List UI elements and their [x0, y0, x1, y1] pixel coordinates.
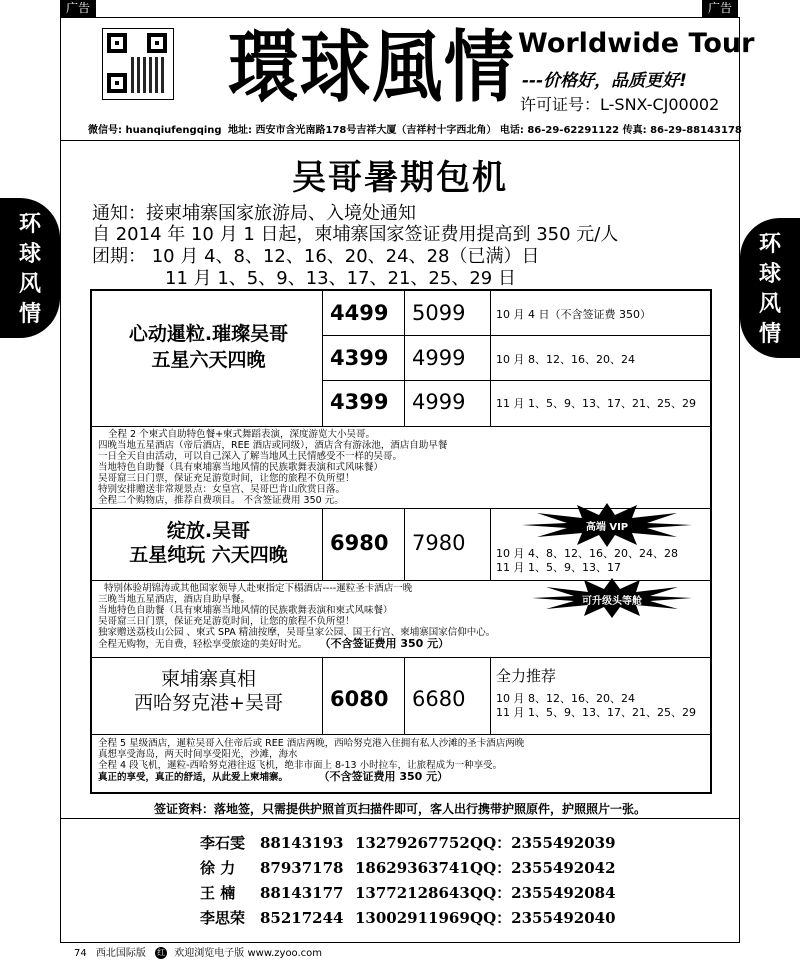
- package-3-name: 柬埔寨真相 西哈努克港+吴哥: [134, 668, 283, 714]
- header-divider: [60, 140, 740, 141]
- address-line: 地址: 西安市含光南路178号吉祥大厦（吉祥村十字西北角） 电话: 86-29-62291122 传真: 86-29-88143178: [228, 125, 742, 136]
- contact-list: [200, 832, 616, 932]
- package-3-price: 6080: [330, 687, 389, 711]
- contact-row: 李思荣 85217244 13002911969QQ：2355492040: [200, 909, 616, 927]
- package-1-dates-row-2: 10 月 8、12、16、20、24: [496, 353, 635, 366]
- package-3-price2: 6680: [412, 687, 466, 711]
- package-2-name: 绽放.吴哥 五星纯玩 六天四晚: [129, 520, 288, 566]
- package-2-price: 6980: [330, 531, 389, 555]
- contact-row: 王 楠 88143177 13772128643QQ：2355492084: [200, 884, 616, 902]
- package-1-price-row-3: 4399: [330, 390, 389, 414]
- vip-badge: 高端 VIP: [585, 522, 629, 533]
- package-3-details: 全程 5 星级酒店，暹粒吴哥入住帝后或 REE 酒店两晚，西哈努克港入住拥有私人沙滩的圣卡酒店两晚 真想享受海岛，两天时间享受阳光，沙滩，海水 全程 4 段飞机，暹粒-西哈努克港往返飞机，绝非市面上 8-13 小时拉车，让旅程成为一种享受。 真正的享受，真正的舒适，从此爱上柬埔寨。 （不含签证费用 350 元）: [98, 738, 525, 783]
- license-number: 许可证号：L-SNX-CJ00002: [520, 95, 720, 114]
- side-tab-left: 环 球 风 情: [0, 198, 60, 338]
- package-3-dates-line-2: 11 月 1、5、9、13、17、21、25、29: [496, 706, 696, 719]
- brand-logo-text: 環球風情: [228, 22, 517, 113]
- contact-row: 徐 力 87937178 18629363741QQ：2355492042: [200, 859, 616, 877]
- package-1-price-row-1: 4499: [330, 301, 389, 325]
- package-1-dates-row-1: 10 月 4 日（不含签证费 350）: [496, 308, 651, 321]
- page-number: 74: [74, 948, 87, 959]
- package-2-dates-line-1: 10 月 4、8、12、16、20、24、28: [496, 547, 678, 560]
- ad-label-left: 广告: [60, 0, 96, 17]
- visa-info: 签证资料：落地签，只需提供护照首页扫描件即可，客人出行携带护照原件，护照照片一张。: [153, 802, 646, 816]
- upgrade-badge: 可升级头等舱: [582, 596, 642, 607]
- package-1-price2-row-1: 5099: [412, 301, 466, 325]
- package-1-price-row-2: 4399: [330, 346, 389, 370]
- package-1-dates-row-3: 11 月 1、5、9、13、17、21、25、29: [496, 397, 696, 410]
- notice-line-4: 11 月 1、5、9、13、17、21、25、29 日: [165, 268, 516, 289]
- publisher-logo-icon: 红: [157, 948, 166, 957]
- package-1-name: 心动暹粒.璀璨吴哥 五星六天四晚: [128, 323, 289, 371]
- contact-row: 李石雯 88143193 13279267752QQ：2355492039: [200, 834, 616, 852]
- browse-link[interactable]: 欢迎浏览电子版 www.zyoo.com: [174, 948, 323, 959]
- package-table: [90, 289, 712, 794]
- side-tab-right: 环 球 风 情: [740, 218, 800, 358]
- page-title: 吴哥暑期包机: [292, 158, 508, 198]
- notice-line-3: 团期： 10 月 4、8、12、16、20、24、28（已满）日: [92, 246, 540, 267]
- notice-line-1: 通知：接柬埔寨国家旅游局、入境处通知: [92, 203, 416, 224]
- package-1-price2-row-2: 4999: [412, 346, 466, 370]
- package-3-dates-line-1: 10 月 8、12、16、20、24: [496, 692, 635, 705]
- package-2-price2: 7980: [412, 531, 466, 555]
- slogan: ---价格好，品质更好!: [522, 71, 687, 91]
- recommend-label: 全力推荐: [496, 667, 557, 685]
- english-name: Worldwide Tour: [518, 28, 755, 59]
- page-footer: [74, 944, 322, 959]
- package-2-dates-line-2: 11 月 1、5、9、13、17: [496, 561, 621, 574]
- ad-label-right: 广告: [702, 0, 738, 17]
- qr-code-icon: [102, 28, 174, 100]
- wechat-id: 微信号: huanqiufengqing: [88, 125, 222, 136]
- package-1-details: 全程 2 个柬式自助特色餐+柬式舞蹈表演，深度游览大小吴哥。 四晚当地五星酒店（帝后酒店，REE 酒店或同级），酒店含有游泳池，酒店自助早餐 一日全天自由活动，可以自己深入了解当地风土民情感受不一样的吴哥。 当地特色自助餐（具有柬埔寨当地风情的民族歌舞表演和式风味餐） 吴哥窟三日门票，保证充足游览时间，让您的旅程不负所望！ 特别安排赠送非常规景点：女皇宫、吴哥巴肯山欣赏日落。 全程二个购物店，推荐自费项目。 不含签证费用 350 元。: [98, 429, 448, 506]
- notice-line-2: 自 2014 年 10 月 1 日起，柬埔寨国家签证费用提高到 350 元/人: [92, 224, 619, 245]
- package-2-details: 特别体验胡锦涛或其他国家领导人赴柬指定下榻酒店----暹粒圣卡酒店一晚 三晚当地五星酒店，酒店自助早餐。 当地特色自助餐（具有柬埔寨当地风情的民族歌舞表演和柬式风味餐） 吴哥窟三日门票，保证充足游览时间，让您的旅程不负所望！ 独家赠送荔枝山公园 、柬式 SPA 精油按摩，吴哥皇家公园、国王行宫、柬埔寨国家信仰中心。 全程无购物，无自费，轻松享受旅途的美好时光。 （不含签证费用 350 元）: [98, 583, 496, 650]
- contacts-divider: [60, 818, 740, 819]
- edition-name: 西北国际版: [95, 948, 146, 959]
- package-1-price2-row-3: 4999: [412, 390, 466, 414]
